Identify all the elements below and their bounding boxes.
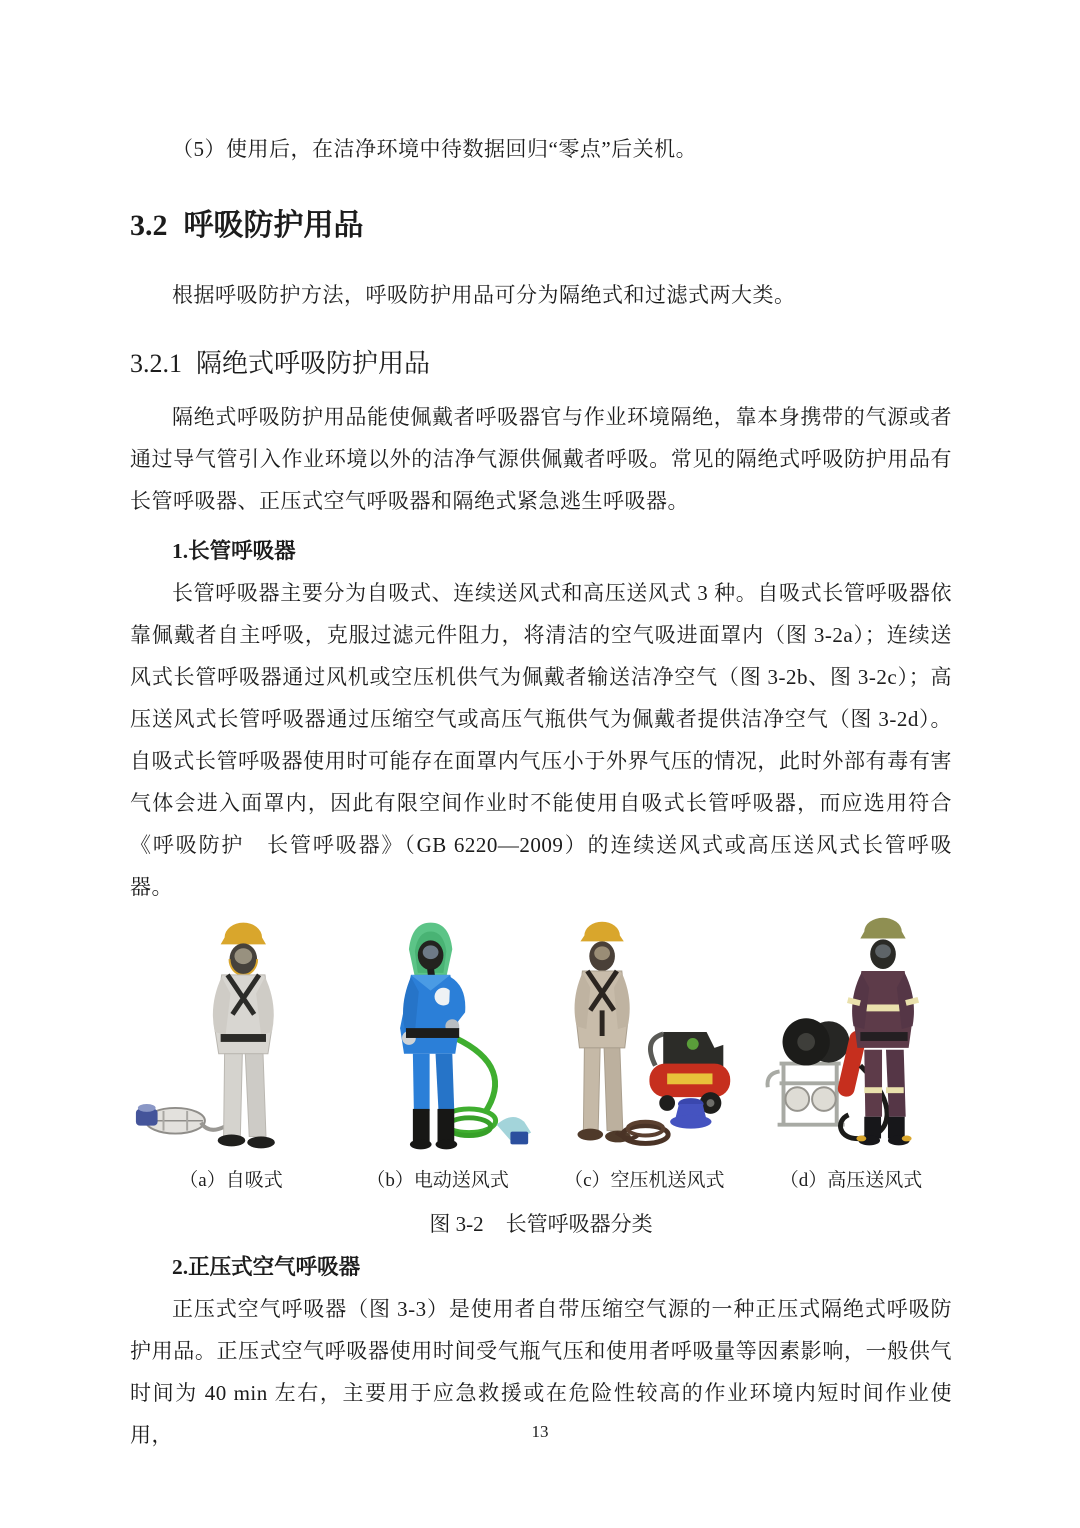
subsection-title: 隔绝式呼吸防护用品 [196,349,431,378]
section-title: 呼吸防护用品 [183,209,364,242]
figure-title-text: 长管呼吸器分类 [505,1212,653,1236]
figure-item-d [750,916,952,1194]
figure-item-c [543,916,745,1194]
high-pressure-respirator-illustration [750,916,952,1156]
self-priming-respirator-illustration [130,916,332,1156]
subsection-number: 3.2.1 [130,349,182,378]
electric-blower-respirator-illustration [337,916,539,1156]
figure-item-b [337,916,539,1194]
figure-3-2 [130,916,952,1238]
paragraph-isolation-intro: 隔绝式呼吸防护用品能使佩戴者呼吸器官与作业环境隔绝，靠本身携带的气源或者通过导气管引入作业环境以外的洁净气源供佩戴者呼吸。常见的隔绝式呼吸防护用品有长管呼吸器、正压式空气呼吸器和隔绝式紧急逃生呼吸器。 [130,405,952,513]
figure-item-a [130,916,332,1194]
item-heading-scba: 2.正压式空气呼吸器 [172,1255,361,1279]
paragraph-prev-item: （5）使用后，在洁净环境中待数据回归“零点”后关机。 [172,137,698,161]
subsection-heading [130,346,952,382]
section-heading [130,206,952,246]
paragraph-section-intro: 根据呼吸防护方法，呼吸防护用品可分为隔绝式和过滤式两大类。 [172,283,796,307]
paragraph-long-tube: 长管呼吸器主要分为自吸式、连续送风式和高压送风式 3 种。自吸式长管呼吸器依靠佩戴者自主呼吸，克服过滤元件阻力，将清洁的空气吸进面罩内（图 3-2a）；连续送风式长管呼吸器通过风机或空压机供气为佩戴者输送洁净空气（图 3-2b、图 3-2c）；高压送风式长管呼吸器通过压缩空气或高压气瓶供气为佩戴者提供洁净空气（图 3-2d）。自吸式长管呼吸器使用时可能存在面罩内气压小于外界气压的情况，此时外部有毒有害气体会进入面罩内，因此有限空间作业时不能使用自吸式长管呼吸器，而应选用符合《呼吸防护 长管呼吸器》（GB 6220—2009）的连续送风式或高压送风式长管呼吸器。 [130,581,952,899]
section-number: 3.2 [130,209,168,242]
page-number: 13 [531,1422,549,1441]
figure-title-label: 图 3-2 [429,1212,484,1236]
figure-caption-c: （c）空压机送风式 [564,1170,725,1191]
figure-image-row [130,916,952,1194]
figure-caption-a: （a）自吸式 [179,1170,283,1191]
figure-caption-d: （d）高压送风式 [779,1170,923,1191]
air-compressor-respirator-illustration [543,916,745,1156]
item-heading-long-tube: 1.长管呼吸器 [172,539,296,563]
paragraph-scba: 正压式空气呼吸器（图 3-3）是使用者自带压缩空气源的一种正压式隔绝式呼吸防护用品。正压式空气呼吸器使用时间受气瓶气压和使用者呼吸量等因素影响，一般供气时间为 40 min 左右，主要用于应急救援或在危险性较高的作业环境内短时间作业使用， [130,1297,952,1447]
figure-title [130,1210,952,1238]
figure-caption-b: （b）电动送风式 [366,1170,509,1191]
